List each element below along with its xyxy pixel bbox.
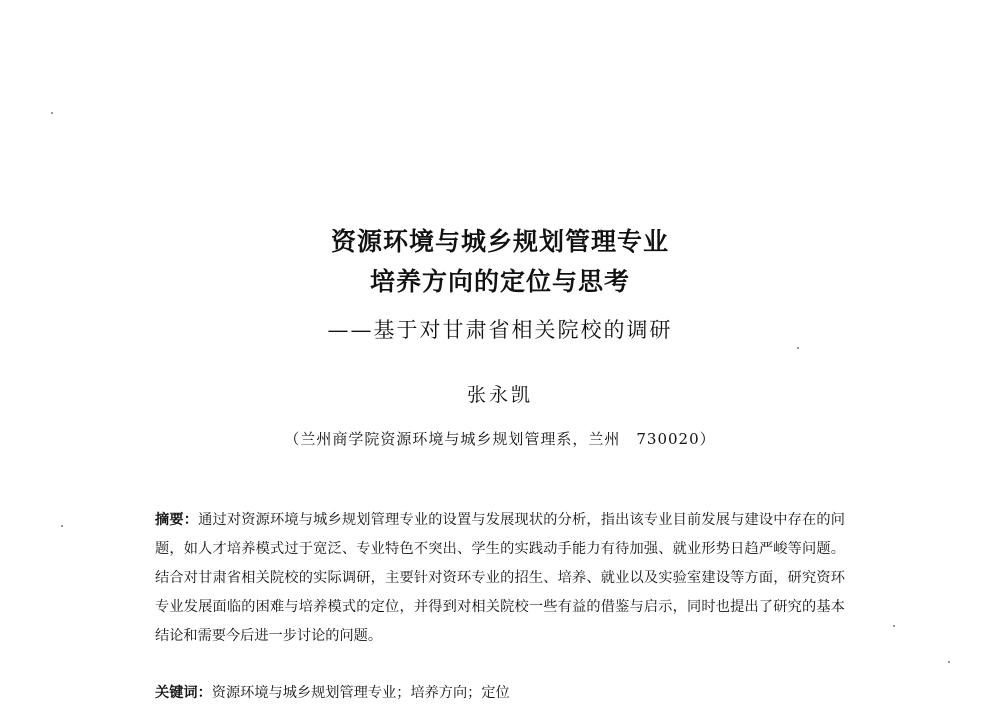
author-affiliation: （兰州商学院资源环境与城乡规划管理系，兰州 730020） <box>284 430 716 448</box>
scan-speck <box>893 625 895 627</box>
keywords-text: 资源环境与城乡规划管理专业；培养方向；定位 <box>211 685 510 701</box>
abstract-text: 通过对资源环境与城乡规划管理专业的设置与发展现状的分析，指出该专业目前发展与建设中存在的问题，如人才培养模式过于宽泛、专业特色不突出、学生的实践动手能力有待加强、就业形势日趋严峻等问题。结合对甘肃省相关院校的实际调研，主要针对资环专业的招生、培养、就业以及实验室建设等方面，研究资环专业发展面临的困难与培养模式的定位，并得到对相关院校一些有益的借鉴与启示，同时也提出了研究的基本结论和需要今后进一步讨论的问题。 <box>155 512 845 644</box>
scan-speck <box>948 661 950 663</box>
title-line-1: 资源环境与城乡规划管理专业 <box>330 227 669 256</box>
keywords-label: 关键词： <box>155 685 212 701</box>
title-line-2: 培养方向的定位与思考 <box>369 267 630 296</box>
abstract-label: 摘要： <box>155 512 199 528</box>
scan-speck <box>51 112 53 114</box>
author-name: 张永凯 <box>466 384 533 406</box>
scan-speck <box>61 525 63 527</box>
subtitle: ——基于对甘肃省相关院校的调研 <box>327 318 673 342</box>
scan-speck <box>797 347 799 349</box>
keywords <box>155 683 845 703</box>
abstract <box>155 506 845 651</box>
